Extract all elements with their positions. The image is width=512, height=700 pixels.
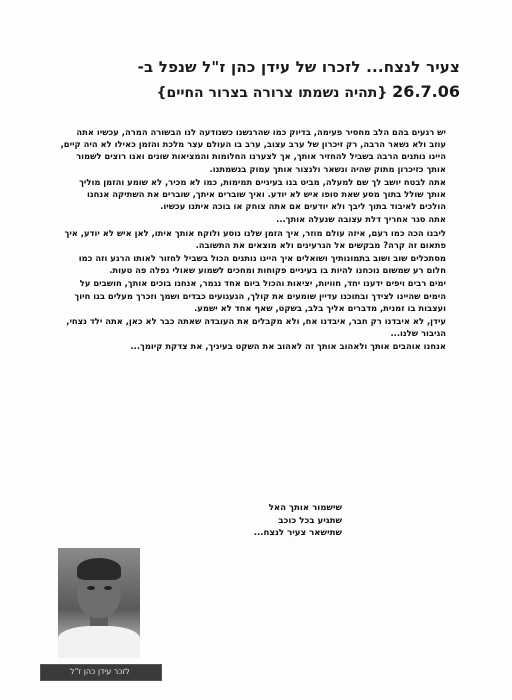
title-line-2 xyxy=(40,81,460,104)
eulogy-paragraph: ימים רבים ויפים ידענו יחד, חוויות, יציאות והכול ביום אחד נגמר, אנחנו בוכים אותך, חושבים על הימים שהיינו לצידך ובתוכנו עדיין שומעים את קולך, הגעגועים כבדים ושמך וזכרך מעלים בנו חיוך ועצבות בו זמנית, מדברים אליך בלב, בשקט, שאף אחד לא ישמע. xyxy=(74,278,446,313)
date-of-death: 26.7.06 xyxy=(392,82,460,101)
eulogy-text xyxy=(60,126,446,353)
portrait-photo xyxy=(58,548,140,658)
photo-caption: לזכר עידן כהן ז"ל xyxy=(70,667,130,676)
memorial-title xyxy=(40,56,460,104)
closing-line: שתישאר צעיר לנצח... xyxy=(253,528,342,538)
eulogy-paragraph: יש רגעים בהם הלב מחסיר פעימה, בדיוק כמו שהרגשנו כשנודעה לנו הבשורה המרה, עכשיו אתה עוזב ולא נשאר הרבה, רק זיכרון של ערב עצוב, ערב בו העולם עצר מלכת והזמן כאילו לא היה קיים, היינו נותנים הרבה בשביל להחזיר אותך, אך לצערנו החלומות והמציאות שונים ואנו רוצים לשמור אותך כזיכרון מתוק שהיה ונשאר ולנצור אותך עמוק בנשמתנו. xyxy=(60,127,446,174)
eulogy-paragraph: עידן, לא איבדנו רק חבר, איבדנו אח, ולא מקבלים את העובדה שאתה כבר לא כאן, אתה ילד נצחי, הגיבור שלנו... xyxy=(66,316,446,339)
title-line-1: צעיר לנצח... לזכרו של עידן כהן ז"ל שנפל ב- xyxy=(137,58,460,76)
eulogy-paragraph: אנחנו אוהבים אותך ולאהוב אותך זה לאהוב את השקט בעיניך, את צדקת קיומך... xyxy=(130,341,446,352)
eulogy-paragraph: מסתכלים שוב ושוב בתמונותיך ושואלים איך היינו נותנים הכול בשביל לחזור לאותו הרגע וזה כמו חלום רע שמשום נוכחנו להיות בו בעיניים פקוחות ומחכים לשמוע שאולי נפלה פה טעות. xyxy=(78,253,446,276)
closing-verse xyxy=(142,502,342,540)
eulogy-paragraph: ליבנו הכה כמו רעם, איזה עולם מוזר, איך הזמן שלנו נוסע ולוקח אותך איתו, לאן איש לא יודע, איך פתאום זה קרה? מבקשים אל הגרעינים ולא מוצאים את התשובה. xyxy=(64,227,446,250)
title-blessing: {תהיה נשמתו צרורה בצרור החיים} xyxy=(156,85,388,101)
closing-line: שתגיע בכל כוכב xyxy=(278,515,342,526)
eulogy-paragraph: אתה סגר אחריך דלת עצובה שנעלה אותך... xyxy=(276,214,446,225)
closing-line: שישמור אותך האל xyxy=(268,503,342,513)
eulogy-paragraph: אתה לבטח יושב לך שם למעלה, מביט בנו בעיניים תמימות, כמו לא מכיר, לא שומע והזמן מוליך אותך שולל בתוך מסע שאת סופו איש לא יודע. ואיך שוברים איתך, שוברים את השתיקה אנחנו הולכים לאיבוד בתוך ליבך ולא יודעים אם אתה צוחק או בוכה איתנו עכשיו. xyxy=(79,176,446,212)
